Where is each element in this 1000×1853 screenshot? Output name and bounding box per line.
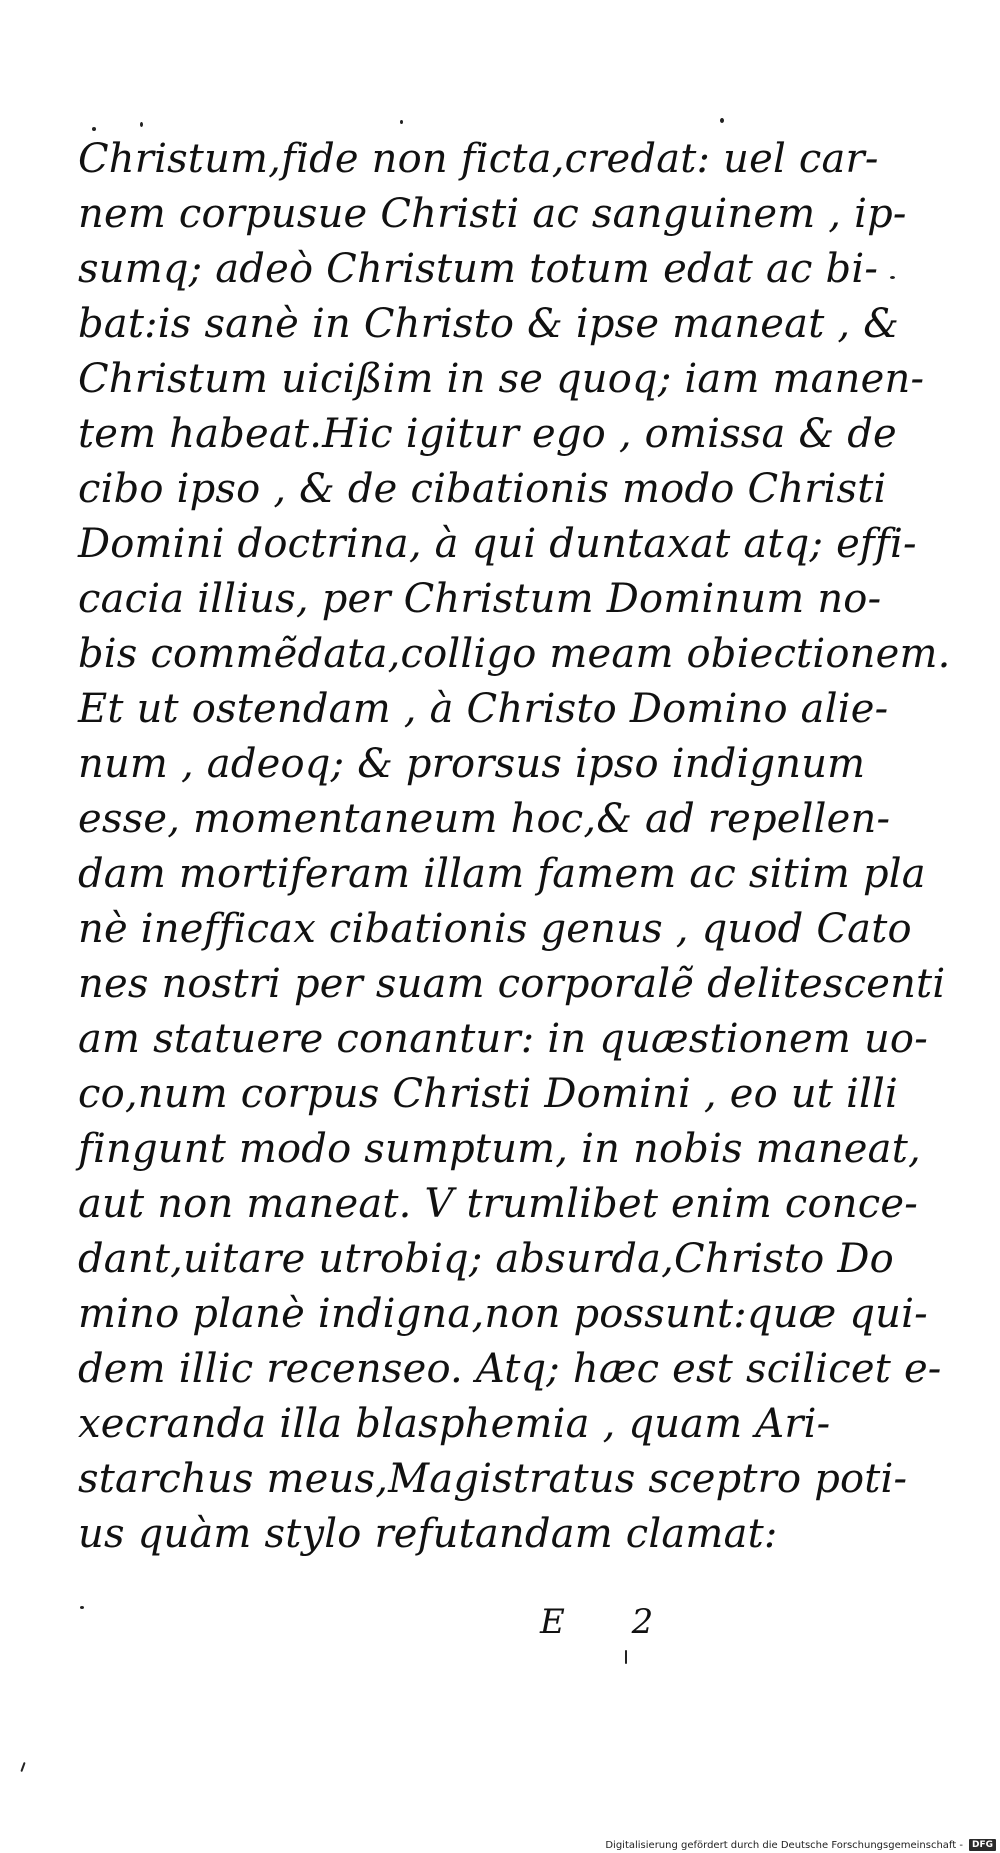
text-line: esse, momentaneum hoc,& ad repellen-	[78, 796, 891, 842]
text-line: num , adeoq; & prorsus ipso indignum	[78, 741, 866, 787]
text-line: bis commẽdata,colligo meam obiectionem.	[78, 631, 951, 677]
scan-speck	[720, 118, 724, 123]
text-line: nem corpusue Christi ac sanguinem , ip-	[78, 191, 907, 237]
text-line: aut non maneat. V trumlibet enim conce-	[78, 1181, 918, 1227]
digitization-credit	[605, 1839, 996, 1851]
text-line: Domini doctrina, à qui duntaxat atq; effi-	[78, 521, 917, 567]
scan-speck	[890, 276, 895, 279]
text-line: co,num corpus Christi Domini , eo ut illi	[78, 1071, 898, 1117]
text-line: dam mortiferam illam famem ac sitim pla	[78, 851, 926, 897]
text-line: tem habeat.Hic igitur ego , omissa & de	[78, 411, 897, 457]
scan-speck	[400, 120, 403, 124]
text-line: cibo ipso , & de cibationis modo Christi	[78, 466, 887, 512]
page-text	[78, 132, 951, 1562]
text-line: cacia illius, per Christum Dominum no-	[78, 576, 882, 622]
text-line: Christum uicißim in se quoq; iam manen-	[78, 356, 925, 402]
scan-speck	[625, 1650, 627, 1664]
text-line: dem illic recenseo. Atq; hæc est scilicet e-	[78, 1346, 942, 1392]
text-line: nes nostri per suam corporalẽ delitescenti	[78, 961, 946, 1007]
scan-speck	[92, 127, 96, 131]
text-line: nè inefficax cibationis genus , quod Cato	[78, 906, 912, 952]
scan-speck	[20, 1762, 25, 1772]
dfg-logo: DFG	[969, 1839, 996, 1851]
scan-speck	[80, 1606, 84, 1609]
credit-text: Digitalisierung gefördert durch die Deutsche Forschungsgemeinschaft -	[605, 1839, 963, 1851]
signature-mark: E 2	[540, 1602, 682, 1642]
text-line: dant,uitare utrobiq; absurda,Christo Do	[78, 1236, 894, 1282]
text-line: starchus meus,Magistratus sceptro poti-	[78, 1456, 908, 1502]
text-line: fingunt modo sumptum, in nobis maneat,	[78, 1126, 921, 1172]
text-line: Christum,fide non ficta,credat: uel car-	[78, 136, 879, 182]
text-line: xecranda illa blasphemia , quam Ari-	[78, 1401, 831, 1447]
text-line: sumq; adeò Christum totum edat ac bi-	[78, 246, 879, 292]
text-line: bat:is sanè in Christo & ipse maneat , &	[78, 301, 900, 347]
text-line: Et ut ostendam , à Christo Domino alie-	[78, 686, 889, 732]
scan-speck	[140, 122, 143, 127]
text-line: mino planè indigna,non possunt:quæ qui-	[78, 1291, 928, 1337]
text-line: us quàm stylo refutandam clamat:	[78, 1511, 778, 1557]
text-line: am statuere conantur: in quæstionem uo-	[78, 1016, 928, 1062]
